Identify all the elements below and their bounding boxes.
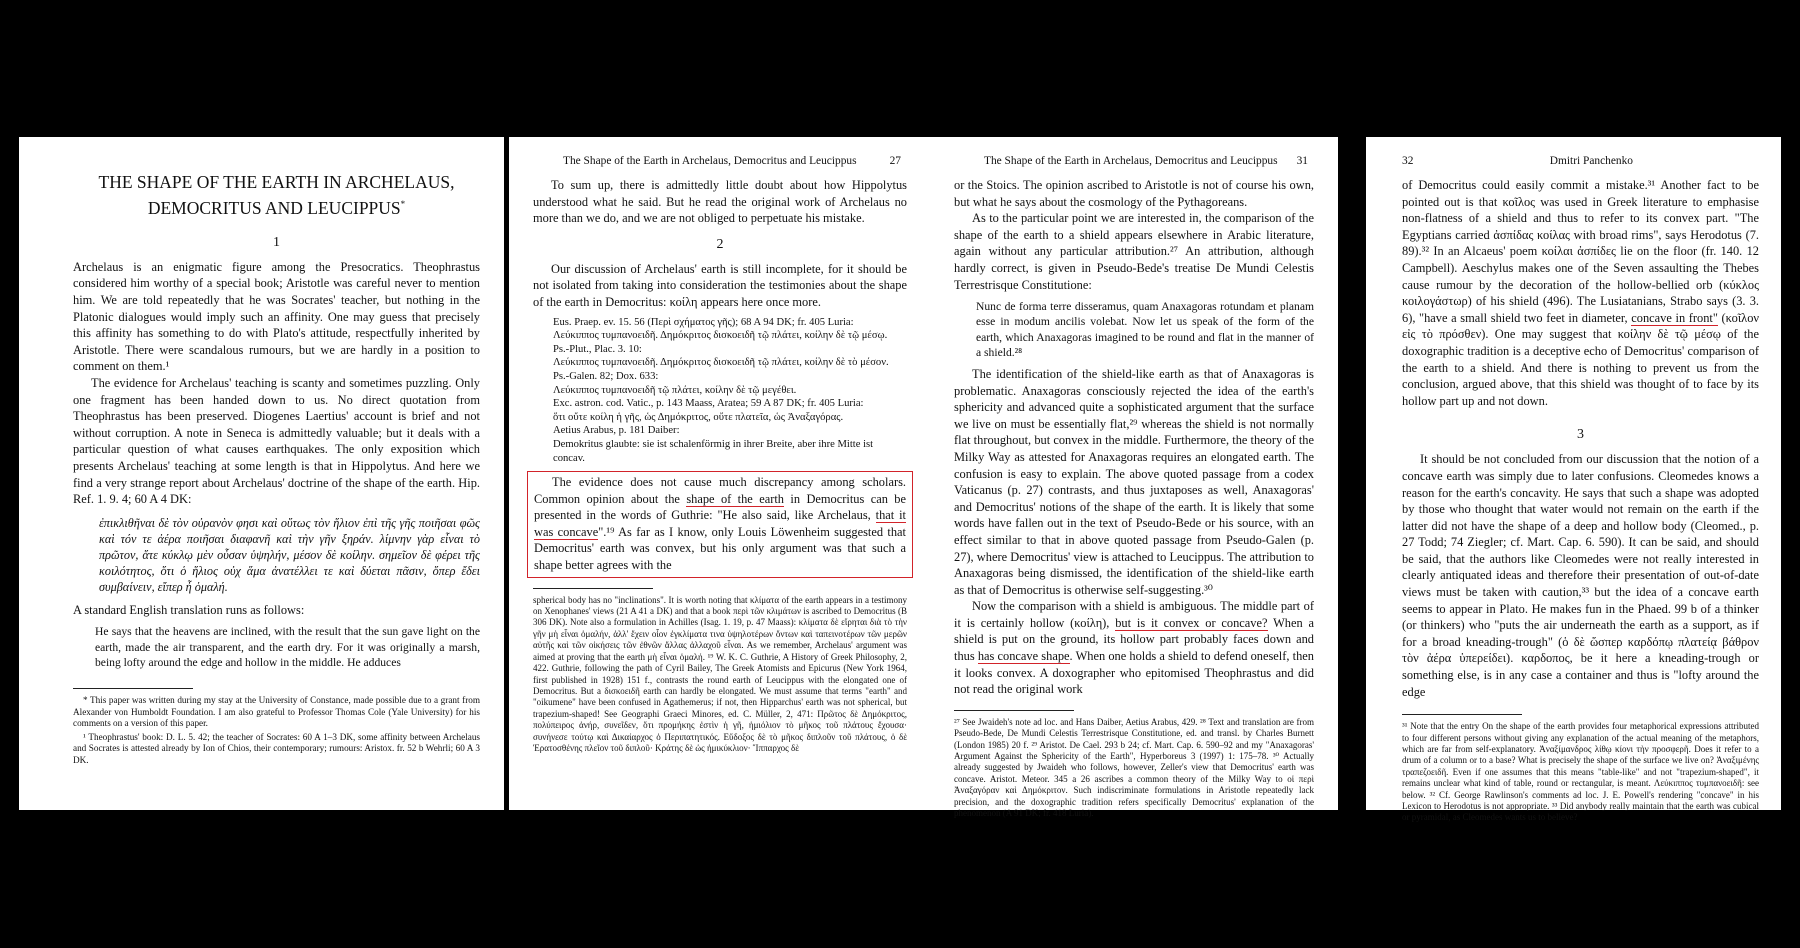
- underline-annotation: that it was concave: [534, 508, 906, 539]
- running-title: The Shape of the Earth in Archelaus, Democritus and Leucippus: [563, 155, 857, 167]
- footnote-rule: [73, 688, 193, 689]
- page-number: 27: [889, 155, 901, 167]
- source-line: Eus. Praep. ev. 15. 56 (Περὶ σχήματος γῆς); 68 A 94 DK; fr. 405 Luria:: [553, 316, 854, 328]
- running-header: [984, 155, 1308, 167]
- section-number: 2: [716, 236, 724, 252]
- paragraph: As to the particular point we are interested in, the comparison of the shape of the earth to a shield appears elsewhere in Arabic literature, again without any particular attribution.²⁷ An attribution, although hardly correct, is given in Pseudo-Bede's treatise De Mundi Celestis Terrestrisque Constitutione:: [954, 211, 1314, 292]
- page-number: 32: [1402, 155, 1414, 167]
- paper-title: THE SHAPE OF THE EARTH IN ARCHELAUS, DEMOCRITUS AND LEUCIPPUS*: [98, 172, 455, 218]
- source-line: Demokritus glaubte: sie ist schalenförmig in ihrer Breite, aber ihre Mitte ist concav.: [553, 438, 874, 464]
- footnotes: spherical body has no "inclinations". It is worth noting that κλίματα of the earth appears in a testimony on Xenophanes' views (21 A 41 a DK) and that a book περὶ τῶν κλιμάτων is ascribed to Democritus (B 306 DK). Note also a formulation in Achilles (Isag. 1. 19, p. 47 Maass): κλίματα δὲ εἴρηται διὰ τὸ τὴν γῆν μὴ εἶναι ὁμαλήν, ἀλλ' ἔχειν οἷον ἐγκλίματα τινα ὑψηλοτέρων ὄντων καὶ ταπεινοτέρων τῶν μερῶν αὐτῆς καὶ τῶν οἰκήσεις τῶν ἐθνῶν ἄλλας ἀλλαχοῦ εἶναι. As we remember, Archelaus' argument was aimed at proving that the earth μὴ εἶναι ὁμαλή. ¹⁹ W. K. C. Guthrie, A History of Greek Philosophy, 2, 422. Guthrie, following the path of Cyril Bailey, The Greek Atomists and Epicurus (New York 1964, first published in 1928) 151 f., contrasts the round earth of Leucippus with the elongated one of Democritus. But a δισκοειδῆ earth can hardly be elongated. We must assume that terms "earth" and "oikumene" have been confused in Agathemerus; if not, then Hipparchus' earth was not spherical, but trapezium-shaped! See Geographi Graeci Minores, ed. C. Müller, 2, 471: Πρῶτος δὲ Δημόκριτος, πολύπειρος ἀνήρ, συνεῖδεν, ὅτι προμήκης ἐστὶν ἡ γῆ, ἡμιόλιον τὸ μῆκος τοῦ πλάτους ἔχουσα· συνήνεσε τούτῳ καὶ Δικαίαρχος ὁ Περιπατητικός. Εὔδοξος δὲ τὸ μῆκος διπλοῦν τοῦ πλάτους, ὁ δὲ Ἐρατοσθένης πλεῖον τοῦ διπλοῦ· Κράτης δὲ ὡς ἡμικύκλιον· Ἵππαρχος δὲ: [533, 594, 907, 753]
- source-line: Λεύκιππος τυμπανοειδῆ. Δημόκριτος δισκοειδῆ τῷ πλάτει, κοίλην δὲ τὸ μέσον.: [553, 357, 889, 369]
- page-3: [926, 137, 1338, 819]
- underline-annotation: but is it convex or concave?: [1115, 615, 1268, 630]
- page-number: 31: [1296, 155, 1308, 167]
- author-name: Dmitri Panchenko: [1549, 155, 1633, 167]
- paragraph: It should be not concluded from our discussion that the notion of a concave earth was simply due to later confusions. Cleomedes knows a reason for the earth's concavity. He says that such a shape was adopted by those who thought that water would not remain on the earth if the latter did not have the shape of a deep and hollow body (Cleomed., p. 27 Todd; 74 Ziegler; cf. Mart. Cap. 6. 590). It can be said, and should be said, that the authors like Cleomedes were not really interested in clearly antiquated ideas and therefore their presentation of out-of-date views must be taken with caution,³³ but the idea of a concave earth seems to appear in Plato. He makes fun in the Phaed. 99 b of a thinker (or thinkers) who "puts the air underneath the earth as a support, as if for a broad kneading-trough" (ὁ δὲ ὥσπερ καρδόπῳ πλατείᾳ βάθρον τὸν ἀέρα ὑπερείδει). καρδοπος, be it here a kneading-trough or something else, is in any case a container and thus is "lofty around the edge: [1402, 452, 1759, 699]
- running-header: [563, 155, 901, 167]
- footnote-rule: [533, 588, 653, 589]
- paragraph: or the Stoics. The opinion ascribed to Aristotle is not of course his own, but what he says about the cosmology of the Pythagoreans.: [954, 178, 1314, 209]
- footnotes: ³¹ Note that the entry On the shape of the earth provides four metaphorical expressions attributed to four different persons without giving any explanation of the actual meaning of the metaphors, which are far from self-explanatory. Ἀναξίμανδρος λίθῳ κίονι τὴν προσφερῆ. Does it refer to a drum of a column or to a base? What is precisely the shape of the surface we live on? Ἀναξιμένης τραπεζοειδῆ. Even if one assumes that this means "table-like" and not "trapezium-shaped", it remains unclear what kind of table, round or rectangular, is meant. Λεύκιππος τυμπανοειδῆ: see below. ³² Cf. George Rawlinson's comments ad loc. J. E. Powell's rendering "concave" in his Lexicon to Herodotus is not appropriate. ³³ Did anybody really maintain that the earth was cubical or pyramidal, as Cleomedes wants us to believe?: [1402, 721, 1759, 823]
- paragraph: The evidence for Archelaus' teaching is scanty and sometimes puzzling. Only one fragment has been handed down to us. No direct quotation from Theophrastus has been preserved. Diogenes Laertius' account is brief and not without corruption. A note in Seneca is admittedly valuable; but it deals with a particular question of what causes earthquakes. The only exposition which presents Archelaus' teaching at some length is that in Hippolytus. And here we find a very strange report about Archelaus' doctrine of the shape of the earth. Hip. Ref. 1. 9. 4; 60 A 4 DK:: [73, 375, 480, 507]
- footnote-rule: [1402, 714, 1522, 715]
- source-line: Λεύκιππος τυμπανοειδῆ. Δημόκριτος δισκοειδῆ τῷ πλάτει, κοίλην δὲ τῷ μέσῳ.: [553, 330, 888, 342]
- page-1: [19, 137, 504, 810]
- paragraph: To sum up, there is admittedly little doubt about how Hippolytus understood what he said. But he read the original work of Archelaus no more than we do, and we are not obliged to perpetuate his mistake.: [533, 178, 907, 226]
- source-line: Ps.-Plut., Plac. 3. 10:: [553, 343, 642, 355]
- underline-annotation: shape of the earth: [686, 491, 784, 506]
- highlighted-paragraph: The evidence does not cause much discrepancy among scholars. Common opinion about the shape of the earth in Democritus can be presented in the words of Guthrie: "He also said, like Archelaus, that it was concave".¹⁹ As far as I know, only Louis Löwenheim suggested that Democritus' earth was convex, but his only argument was that such a shape better agrees with the: [534, 475, 906, 573]
- source-line: Exc. astron. cod. Vatic., p. 143 Maass, Aratea; 59 A 87 DK; fr. 405 Luria:: [553, 398, 864, 410]
- paragraph: of Democritus could easily commit a mistake.³¹ Another fact to be pointed out is that κοῖλος was used in Greek literature to emphasise non-flatness of a shield and thus to refer to its convex part. "The Egyptians carried ἀσπίδας κοίλας with broad rims", says Herodotus (7. 89).³² In an Alcaeus' poem κοίλαι ἀσπίδες lie on the floor (fr. 140. 12 Campbell). Aeschylus makes one of the Seven assaulting the Thebes cause rumour by the decoration of the hollow-bellied orb (κύκλος κοιλογάστωρ) of his shield (496). The Lusiatanians, Strabo says (3. 3. 6), "have a small shield two feet in diameter, concave in front" (κοῖλον εἰς τὸ πρόσθεν). One may suggest that κοίλην δὲ τῷ μέσῳ of the doxographic tradition is a deceptive echo of Democritus' comparison of the earth to a shield. And there is nothing to prevent us from the conclusion, argued above, that this shield was thought of to face by its hollow part up and not down.: [1402, 178, 1759, 408]
- greek-quotation: ἐπικλιθῆναι δὲ τὸν οὐρανὸν φησι καὶ οὕτως τὸν ἥλιον ἐπὶ τῆς γῆς ποιῆσαι φῶς καὶ τόν τε ἀέρα ποιῆσαι διαφανῆ καὶ τὴν γῆν ξηράν. λίμνην γὰρ εἶναι τὸ πρῶτον, ἅτε κύκλῳ μὲν οὖσαν ὑψηλήν, μέσον δὲ κοίλην. σημεῖον δὲ φέρει τῆς κοιλότητος, ὅτι ὁ ἥλιος οὐχ ἅμα ἀνατέλλει τε καὶ δύεται πᾶσιν, ὅπερ ἔδει συμβαίνειν, εἴπερ ἦ ὁμαλή.: [99, 515, 480, 594]
- footnote-rule: [954, 710, 1074, 711]
- source-line: ὅτι οὔτε κοίλη ἡ γῆς, ὡς Δημόκριτος, οὔτε πλατεῖα, ὡς Ἀναξαγόρας.: [553, 411, 844, 423]
- source-line: Λεύκιππος τυμπανοειδῆ τῷ πλάτει, κοίλην δὲ τῷ μεγέθει.: [553, 384, 797, 396]
- paragraph: Our discussion of Archelaus' earth is still incomplete, for it should be not isolated from taking into consideration the testimonies about the shape of the earth in Democritus: κοίλη appears here once more.: [533, 261, 907, 309]
- running-header: [1402, 155, 1753, 167]
- block-quote: He says that the heavens are inclined, with the result that the sun gave light on the earth, made the air transparent, and the earth dry. For it was originally a marsh, being lofty around the edge and hollow in the middle. He adduces: [95, 625, 480, 669]
- block-quote: Nunc de forma terre disseramus, quam Anaxagoras rotundam et planam esse in modum ancilis volebat. Now let us speak of the form of the earth, which Anaxagoras imagined to be round and flat in the manner of a shield.²⁸: [976, 300, 1314, 359]
- section-number: 1: [273, 234, 280, 250]
- paragraph: The identification of the shield-like earth as that of Anaxagoras is problematic. Anaxagoras consciously rejected the idea of the earth's sphericity and advanced quite a sophisticated argument that the surface we live on must be essentially flat,²⁹ whereas the shield is not normally flat throughout, but convex in the middle. Furthermore, the theory of the Milky Way as attested for Anaxagoras requires an elongated earth. The confusion is easy to explain. The above quoted passage from a codex Vaticanus (p. 27) contrasts, and thus juxtaposes as well, Anaxagoras' and Democritus' notions of the shape of the earth. It is likely that some words have fallen out in the text of Pseudo-Bede or his source, with an effect similar to that in above quoted passage from Pseudo-Galen (p. 27), where Democritus' view is attached to Leucippus. The attribution to Anaxagoras being dismissed, the identification of the shield-like earth as that of Democritus is otherwise self-suggesting.³⁰: [954, 366, 1314, 597]
- paragraph: A standard English translation runs as follows:: [73, 602, 305, 617]
- underline-annotation: concave in front": [1631, 310, 1718, 325]
- source-line: Ps.-Galen. 82; Dox. 633:: [553, 370, 659, 382]
- source-list: [553, 316, 907, 466]
- page-2: [509, 137, 927, 810]
- highlight-box: [527, 471, 913, 578]
- footnote: ¹ Theophrastus' book: D. L. 5. 42; the teacher of Socrates: 60 A 1–3 DK, some affinity between Archelaus and Socrates is attested already by Ion of Chios, their contemporary; rumours: Aristox. fr. 52 b Wehrli; 60 A 3 DK.: [73, 731, 480, 765]
- section-number: 3: [1577, 427, 1584, 443]
- paragraph: Archelaus is an enigmatic figure among the Presocratics. Theophrastus considered him worthy of a special book; Aristotle was careful never to mention him. We are told repeatedly that he was Socrates' teacher, but nothing in the Platonic dialogues would imply such an affinity. One may guess that precisely this affinity has something to do with Plato's attitude, respectfully inherited by Aristotle. There were scandalous rumours, but we are hardly in a position to comment on them.¹: [73, 259, 480, 374]
- running-title: The Shape of the Earth in Archelaus, Democritus and Leucippus: [984, 155, 1278, 167]
- footnotes: ²⁷ See Jwaideh's note ad loc. and Hans Daiber, Aetius Arabus, 429. ²⁸ Text and translation are from Pseudo-Bede, De Mundi Celestis Terrestrisque Constitutione, ed. and transl. by Charles Burnett (London 1985) 20 f. ²⁹ Aristot. De Cael. 293 b 24; cf. Mart. Cap. 6. 590–92 and my "Anaxagoras' Argument Against the Sphericity of the Earth", Hyperboreus 3 (1997) 1: 175–78. ³⁰ Actually already suggested by Jwaideh who follows, however, Zeller's view that Democritus' earth was concave. Aristot. Meteor. 345 a 26 ascribes a common theory of the Milky Way to οἱ περὶ Ἀναξαγόραν καὶ Δημόκριτον. Such indiscriminate formulations in Aristotle repeatedly lack precision, and the doxographic tradition refers specifically Democritus' explanation of the phenomenon (A 91 DK; fr. 418 Luria).: [954, 716, 1314, 819]
- source-line: Aetius Arabus, p. 181 Daiber:: [553, 425, 680, 437]
- paragraph: Now the comparison with a shield is ambiguous. The middle part of it is certainly hollow (κοίλη), but is it convex or concave? When a shield is put on the ground, its hollow part probably faces down and thus has concave shape. When one holds a shield to defend oneself, then it looks convex. A doxographer who epitomised Theophrastus and did not read the original work: [954, 599, 1314, 697]
- footnote: * This paper was written during my stay at the University of Constance, made possible due to a grant from Alexander von Humboldt Foundation. I am also grateful to Professor Thomas Cole (Yale University) for his comments on a version of this paper.: [73, 694, 480, 729]
- page-4: [1366, 137, 1781, 823]
- underline-annotation: has concave shape: [977, 649, 1070, 664]
